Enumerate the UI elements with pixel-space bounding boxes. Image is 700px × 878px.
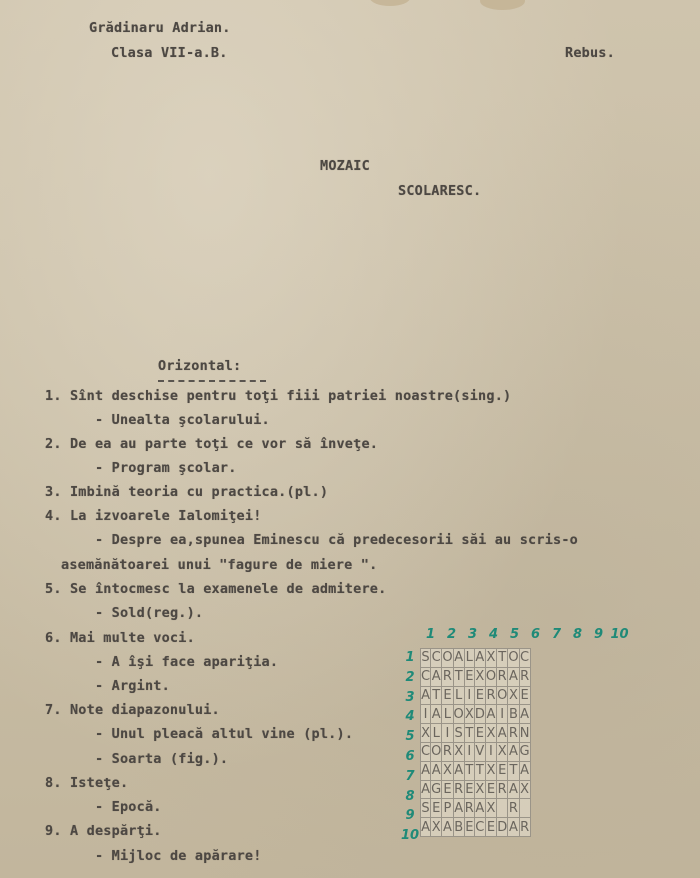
grid-cell[interactable]: X <box>486 725 496 741</box>
grid-cell[interactable]: A <box>454 800 464 816</box>
grid-cell[interactable]: X <box>497 744 507 760</box>
grid-cell[interactable] <box>519 799 530 818</box>
grid-cell[interactable]: X <box>475 781 485 797</box>
grid-cell[interactable]: A <box>454 650 464 666</box>
grid-cell[interactable]: A <box>508 669 518 685</box>
clue-item: 4. La izvoarele Ialomiţei! <box>45 508 262 524</box>
grid-cell[interactable]: X <box>486 800 496 816</box>
grid-cell[interactable]: E <box>465 781 474 797</box>
grid-cell[interactable]: I <box>442 724 453 743</box>
grid-cell[interactable]: R <box>442 669 452 685</box>
grid-cell[interactable]: A <box>497 725 507 741</box>
grid-cell[interactable]: E <box>486 781 496 797</box>
paper-stain <box>480 0 525 10</box>
grid-cell[interactable]: B <box>508 706 518 722</box>
grid-cell[interactable]: I <box>464 742 474 761</box>
grid-cell[interactable]: L <box>465 650 473 666</box>
grid-cell[interactable]: A <box>421 819 430 835</box>
grid-row <box>421 742 531 761</box>
grid-cell[interactable]: A <box>508 744 518 760</box>
grid-cell[interactable]: X <box>520 781 530 797</box>
clue-item: asemănătoarei unui "fagure de miere ". <box>61 557 378 573</box>
grid-cell[interactable]: P <box>443 800 452 816</box>
grid-cell[interactable]: O <box>431 744 442 760</box>
grid-row <box>421 705 531 724</box>
grid-cell[interactable]: O <box>485 669 497 685</box>
grid-cell[interactable]: E <box>443 687 452 703</box>
grid-cell[interactable]: A <box>442 819 452 835</box>
grid-cell[interactable]: E <box>465 819 474 835</box>
grid-cell[interactable]: T <box>432 687 441 703</box>
grid-cell[interactable]: I <box>464 686 474 705</box>
grid-row <box>421 761 531 780</box>
grid-cell[interactable]: C <box>421 744 431 760</box>
grid-cell[interactable]: X <box>442 763 452 779</box>
grid-cell[interactable]: T <box>475 763 484 779</box>
clue-item: - Sold(reg.). <box>95 605 204 621</box>
grid-row <box>421 724 531 743</box>
grid-cell[interactable]: E <box>475 725 484 741</box>
grid-cell[interactable]: T <box>509 763 518 779</box>
class-label: Clasa VII-a.B. <box>111 45 228 61</box>
grid-cell[interactable]: A <box>520 706 530 722</box>
grid-cell[interactable]: T <box>454 669 463 685</box>
column-number: 9 <box>593 627 604 642</box>
grid-cell[interactable]: E <box>475 687 484 703</box>
heading-underline <box>158 380 266 382</box>
clue-item: - A îşi face apariţia. <box>95 654 279 670</box>
grid-cell[interactable]: C <box>421 669 431 685</box>
row-number: 3 <box>405 689 415 705</box>
row-number: 6 <box>405 748 415 764</box>
grid-cell[interactable]: E <box>498 763 507 779</box>
grid-cell[interactable]: T <box>498 650 507 666</box>
grid-cell[interactable]: V <box>475 744 485 760</box>
grid-cell[interactable]: O <box>442 650 453 666</box>
grid-cell[interactable]: X <box>486 763 496 779</box>
grid-cell[interactable]: R <box>497 669 507 685</box>
grid-cell[interactable]: S <box>454 725 463 741</box>
grid-cell[interactable]: A <box>431 763 441 779</box>
grid-cell[interactable]: A <box>431 706 441 722</box>
clue-item: - Program şcolar. <box>95 460 237 476</box>
grid-cell[interactable]: E <box>432 800 441 816</box>
grid-cell[interactable]: X <box>454 744 464 760</box>
grid-cell[interactable]: A <box>508 819 518 835</box>
clue-item: - Unul pleacă altul vine (pl.). <box>95 726 354 742</box>
column-number: 8 <box>572 627 583 642</box>
grid-cell[interactable]: A <box>475 650 485 666</box>
clue-item: - Epocă. <box>95 799 162 815</box>
grid-cell[interactable]: A <box>421 781 430 797</box>
grid-cell[interactable]: A <box>421 763 430 779</box>
grid-cell[interactable]: C <box>431 650 441 666</box>
grid-cell[interactable]: A <box>520 763 530 779</box>
column-number: 2 <box>446 627 457 642</box>
grid-cell[interactable]: C <box>520 650 530 666</box>
row-number: 9 <box>405 808 415 824</box>
column-number: 5 <box>509 627 520 642</box>
grid-cell[interactable]: X <box>475 669 485 685</box>
row-number: 2 <box>405 669 415 685</box>
column-number: 1 <box>425 627 436 642</box>
clue-item: 8. Isteţe. <box>45 775 129 791</box>
grid-cell[interactable]: X <box>464 706 474 722</box>
section-heading: Orizontal: <box>158 358 242 374</box>
grid-cell[interactable]: A <box>508 781 518 797</box>
column-number: 6 <box>530 627 541 642</box>
grid-cell[interactable]: O <box>497 687 508 703</box>
author-name: Grădinaru Adrian. <box>89 20 231 36</box>
clue-item: 7. Note diapazonului. <box>45 702 220 718</box>
clue-item: 1. Sînt deschise pentru toţi fiii patriei noastre(sing.) <box>45 388 512 404</box>
title-line-2: SCOLARESC. <box>398 183 482 199</box>
clue-item: 2. De ea au parte toţi ce vor să înveţe. <box>45 436 379 452</box>
grid-cell[interactable]: N <box>519 725 530 741</box>
grid-cell[interactable]: X <box>431 819 441 835</box>
row-number: 5 <box>405 729 415 745</box>
grid-cell[interactable]: A <box>421 687 430 703</box>
grid-cell[interactable]: R <box>520 819 530 835</box>
grid-cell[interactable]: R <box>464 800 474 816</box>
grid-row <box>421 686 531 705</box>
grid-cell[interactable]: I <box>421 705 431 724</box>
grid-row <box>421 818 531 837</box>
grid-cell[interactable]: B <box>454 819 464 835</box>
document-type: Rebus. <box>565 45 615 61</box>
grid-cell[interactable]: A <box>475 800 485 816</box>
grid-cell[interactable]: R <box>520 669 530 685</box>
clue-item: - Despre ea,spunea Eminescu că predecesorii săi au scris-o <box>95 532 579 548</box>
grid-cell[interactable]: X <box>486 650 496 666</box>
grid-cell[interactable]: D <box>497 819 508 835</box>
column-number: 7 <box>551 627 562 642</box>
grid-cell[interactable]: R <box>454 781 464 797</box>
grid-cell[interactable]: S <box>421 650 430 666</box>
grid-cell[interactable]: G <box>431 781 442 797</box>
clue-item: - Unealta şcolarului. <box>95 412 270 428</box>
clue-item: 3. Imbină teoria cu practica.(pl.) <box>45 484 329 500</box>
grid-row <box>421 799 531 818</box>
grid-cell[interactable]: O <box>453 706 464 722</box>
grid-cell[interactable]: R <box>486 687 496 703</box>
grid-cell[interactable]: S <box>421 800 430 816</box>
grid-cell[interactable]: A <box>454 763 464 779</box>
grid-cell[interactable]: T <box>465 763 474 779</box>
grid-column-numbers <box>420 627 630 642</box>
grid-cell[interactable]: D <box>474 706 485 722</box>
grid-row <box>421 649 531 668</box>
crossword-grid <box>420 648 531 837</box>
grid-cell[interactable] <box>497 799 508 818</box>
clue-item: - Mijloc de apărare! <box>95 848 262 864</box>
grid-cell[interactable]: I <box>497 705 508 724</box>
clue-item: 9. A despărţi. <box>45 823 162 839</box>
grid-cell[interactable]: R <box>508 800 518 816</box>
column-number: 10 <box>610 627 629 642</box>
clue-item: - Soarta (fig.). <box>95 751 229 767</box>
grid-cell[interactable]: X <box>421 725 430 741</box>
row-number: 10 <box>400 828 420 844</box>
clue-item: 6. Mai multe voci. <box>45 630 195 646</box>
row-number: 8 <box>405 788 415 804</box>
grid-cell[interactable]: X <box>508 687 518 703</box>
grid-cell[interactable]: O <box>508 650 519 666</box>
row-number: 7 <box>405 768 415 784</box>
row-number: 4 <box>405 709 415 725</box>
clue-item: 5. Se întocmesc la examenele de admitere. <box>45 581 387 597</box>
grid-row <box>421 667 531 686</box>
grid-cell[interactable]: E <box>486 819 496 835</box>
grid-cell[interactable]: E <box>520 687 529 703</box>
grid-cell[interactable]: I <box>485 742 496 761</box>
grid-cell[interactable]: R <box>508 725 518 741</box>
grid-cell[interactable]: L <box>443 706 452 722</box>
title-line-1: MOZAIC <box>320 158 370 174</box>
grid-row <box>421 780 531 799</box>
grid-cell[interactable]: E <box>465 669 474 685</box>
grid-cell[interactable]: C <box>475 819 485 835</box>
clue-item: - Argint. <box>95 678 170 694</box>
column-number: 3 <box>467 627 478 642</box>
grid-cell[interactable]: R <box>497 781 507 797</box>
grid-cell[interactable]: R <box>442 744 452 760</box>
grid-cell[interactable]: A <box>431 669 441 685</box>
grid-cell[interactable]: L <box>432 725 440 741</box>
grid-cell[interactable]: T <box>465 725 474 741</box>
grid-cell[interactable]: G <box>519 744 530 760</box>
column-number: 4 <box>488 627 499 642</box>
grid-row-numbers <box>400 648 420 846</box>
grid-cell[interactable]: E <box>443 781 452 797</box>
paper-stain <box>370 0 410 6</box>
row-number: 1 <box>405 650 415 665</box>
grid-cell[interactable]: A <box>486 706 496 722</box>
grid-cell[interactable]: L <box>455 687 463 703</box>
